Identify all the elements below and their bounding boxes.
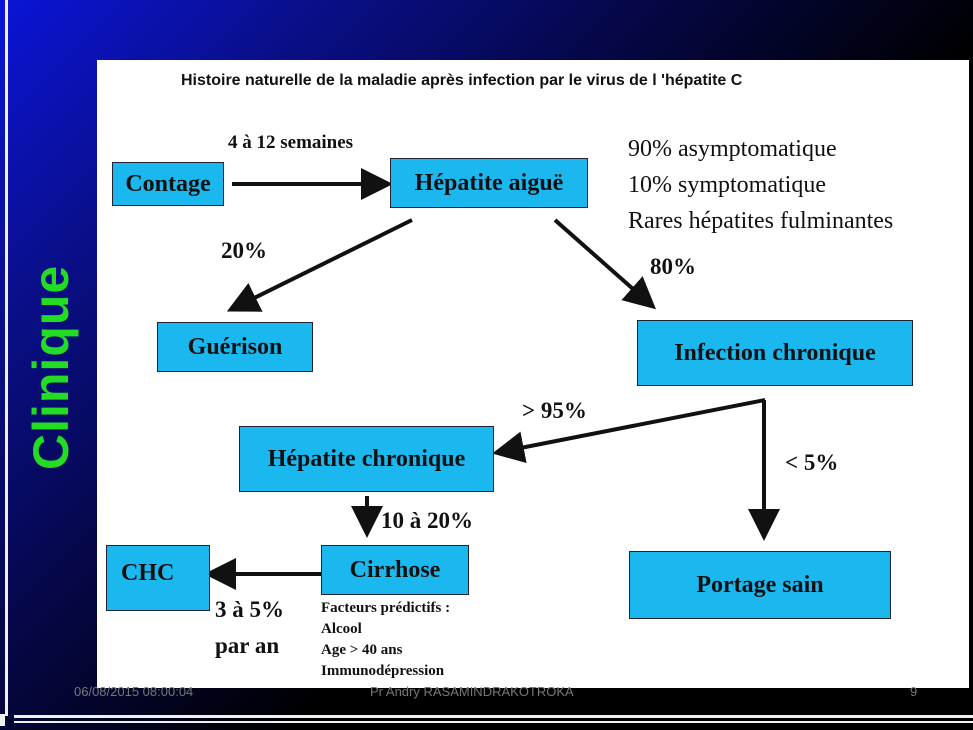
node-chc: CHC [106, 545, 210, 611]
edge-label-5-percent: < 5% [785, 450, 839, 475]
node-hepatite-aigue: Hépatite aiguë [390, 158, 588, 208]
node-cirrhose: Cirrhose [321, 545, 469, 595]
edge-label-4-12-semaines: 4 à 12 semaines [228, 132, 354, 153]
node-contage: Contage [112, 162, 224, 206]
node-portage-sain: Portage sain [629, 551, 891, 619]
predictive-factor-item: Immunodépression [321, 663, 445, 679]
edge-label-95-percent: > 95% [522, 398, 587, 423]
predictive-factor-item: Age > 40 ans [321, 642, 403, 658]
bottom-rule-secondary [14, 721, 973, 723]
acute-note-symptomatic: 10% symptomatique [628, 172, 826, 198]
node-hepatite-chronique: Hépatite chronique [239, 426, 494, 492]
footer-author: Pr Andry RASAMINDRAKOTROKA [370, 684, 574, 699]
predictive-factors-heading: Facteurs prédictifs : [321, 600, 451, 616]
acute-note-fulminant: Rares hépatites fulminantes [628, 208, 894, 234]
edge-label-par-an: par an [215, 633, 280, 658]
corner-mark [0, 714, 5, 726]
edge-label-20-percent: 20% [221, 238, 267, 263]
acute-note-asymptomatic: 90% asymptomatique [628, 136, 837, 162]
diagram-title: Histoire naturelle de la maladie après infection par le virus de l 'hépatite C [181, 72, 743, 89]
slide-side-title: Clinique [23, 264, 79, 470]
arrow-aigue-to-guerison [234, 220, 412, 308]
footer-page-number: 9 [910, 684, 918, 699]
left-border-bar [5, 0, 8, 716]
predictive-factor-item: Alcool [321, 621, 362, 637]
footer-date: 06/08/2015 08:00:04 [74, 684, 194, 699]
edge-label-80-percent: 80% [650, 254, 696, 279]
diagram-panel [97, 60, 969, 688]
node-infection-chronique: Infection chronique [637, 320, 913, 386]
edge-label-10-20-percent: 10 à 20% [381, 508, 473, 533]
bottom-rule [14, 715, 973, 718]
edge-label-3-5-percent: 3 à 5% [215, 597, 284, 622]
node-guerison: Guérison [157, 322, 313, 372]
